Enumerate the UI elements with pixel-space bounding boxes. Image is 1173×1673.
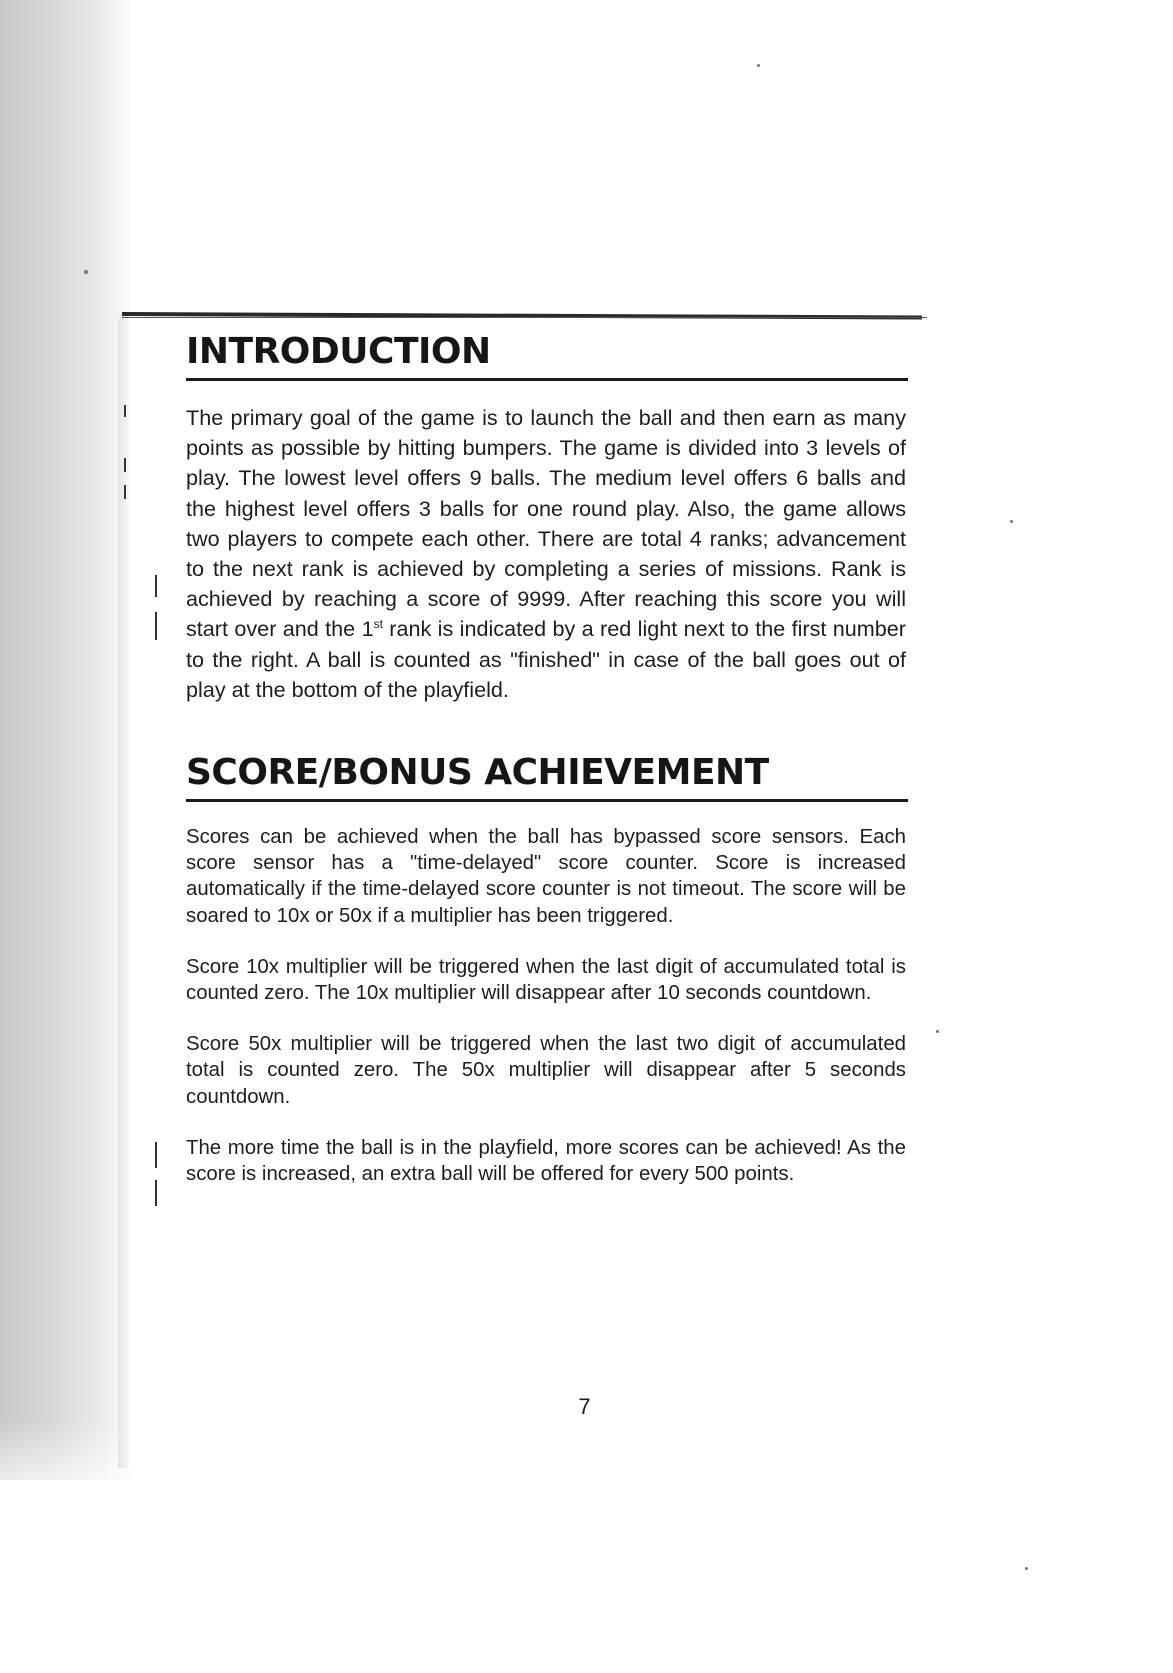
scan-shadow bbox=[0, 0, 130, 1480]
page-number bbox=[0, 1394, 1173, 1420]
scan-speck bbox=[936, 1030, 939, 1033]
introduction-text-part-1: The primary goal of the game is to launch the ball and then earn as many points as possible by hitting bumpers. The game is divided into 3 levels of play. The lowest level offers 9 balls. The medium level offers 6 balls and the highest level offers 3 balls for one round play. Also, the game allows two players to compete each other. There are total 4 ranks; advancement to the next rank is achieved by completing a series of missions. Rank is achieved by reaching a score of 9999. After reaching this score you will start over and the 1 bbox=[186, 405, 906, 642]
top-rule-thin bbox=[122, 317, 927, 318]
multiplier-10x-paragraph: Score 10x multiplier will be triggered when the last digit of accumulated total is counted zero. The 10x multiplier will disappear after 10 seconds countdown. bbox=[186, 955, 906, 1005]
scan-shadow-fade bbox=[0, 1420, 130, 1510]
margin-mark bbox=[124, 405, 126, 417]
introduction-paragraph bbox=[186, 403, 906, 705]
page-content bbox=[186, 330, 906, 1212]
margin-mark bbox=[124, 485, 126, 499]
scan-speck bbox=[1010, 520, 1013, 523]
margin-mark bbox=[155, 1142, 157, 1168]
extra-ball-paragraph: The more time the ball is in the playfield, more scores can be achieved! As the score is increased, an extra ball will be offered for every 500 points. bbox=[186, 1136, 906, 1186]
margin-mark bbox=[155, 1180, 157, 1206]
section-gap bbox=[186, 705, 906, 751]
ordinal-suffix: st bbox=[373, 617, 383, 632]
margin-mark bbox=[124, 458, 126, 472]
margin-mark bbox=[155, 575, 157, 597]
page-number-text: 7 bbox=[578, 1394, 591, 1419]
margin-mark bbox=[155, 612, 157, 640]
scan-speck bbox=[1025, 1567, 1028, 1570]
introduction-heading: INTRODUCTION bbox=[186, 331, 491, 372]
introduction-heading-rule bbox=[186, 378, 908, 381]
scan-speck bbox=[757, 64, 760, 67]
score-bonus-heading-rule bbox=[186, 799, 908, 802]
scan-speck bbox=[84, 270, 88, 274]
score-bonus-heading: SCORE/BONUS ACHIEVEMENT bbox=[186, 752, 769, 794]
multiplier-50x-paragraph: Score 50x multiplier will be triggered when the last two digit of accumulated total is counted zero. The 50x multiplier will disappear after 5 seconds countdown. bbox=[186, 1033, 906, 1108]
top-rule bbox=[122, 312, 922, 319]
introduction-text-part-2: rank is indicated by a red light next to the first number to the right. A ball is counted as "finished" in case of the ball goes out of play at the bottom of the playfield. bbox=[186, 616, 906, 702]
score-paragraph: Scores can be achieved when the ball has bypassed score sensors. Each score sensor has a "time-delayed" score counter. Score is increased automatically if the time-delayed score counter is not timeout. The score will be soared to 10x or 50x if a multiplier has been triggered. bbox=[186, 826, 906, 927]
